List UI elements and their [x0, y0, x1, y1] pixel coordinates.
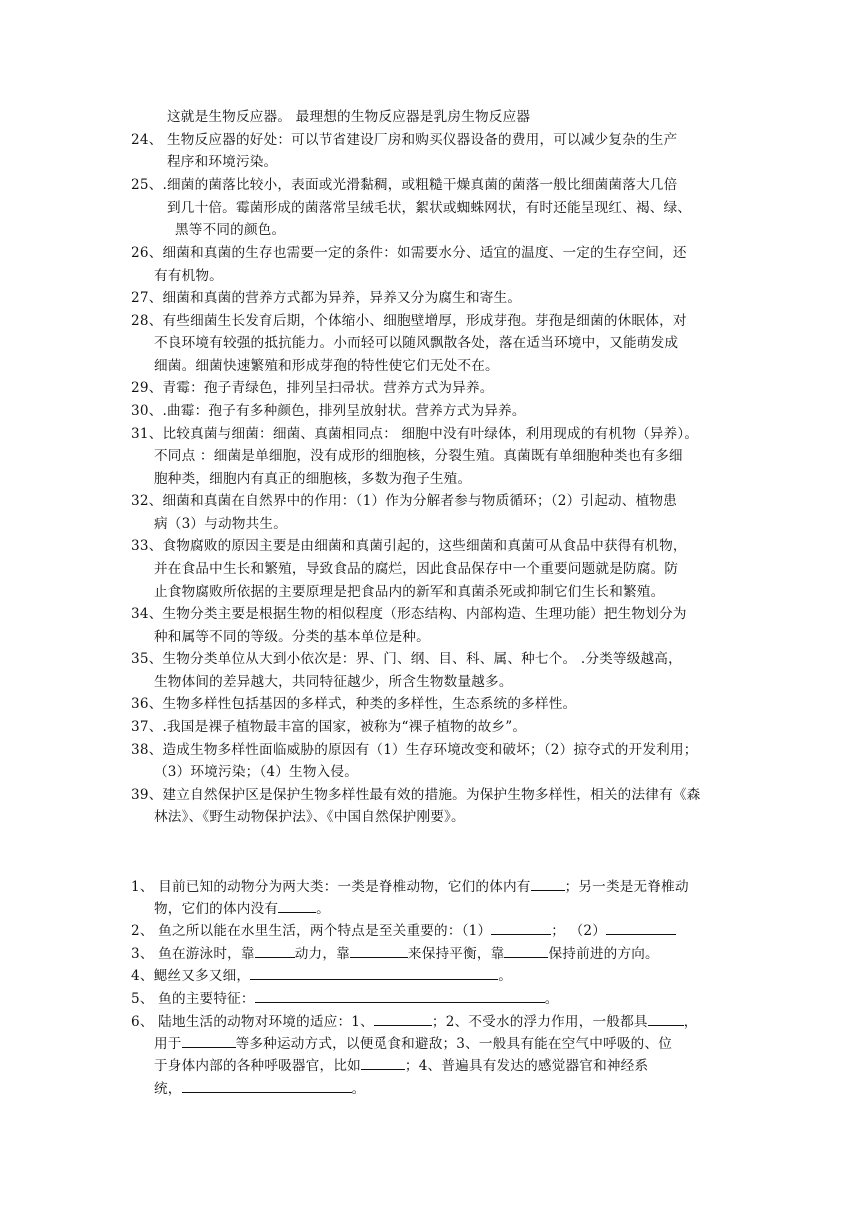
question-text: ；2、不受水的浮力作用，一般都具: [431, 1014, 648, 1030]
question-text: 。: [544, 991, 559, 1007]
question-text: 。: [351, 1081, 366, 1097]
list-item-29: 29、青霉：孢子青绿色，排列呈扫帚状。营养方式为异养。: [131, 380, 494, 396]
question-text: 。: [316, 901, 330, 917]
text-line: 胞种类，细胞内有真正的细胞核，多数为孢子生殖。: [154, 471, 472, 487]
list-item-35: 35、生物分类单位从大到小依次是：界、门、纲、目、科、属、种七个。 .分类等级越高，: [131, 651, 682, 667]
list-item-27: 27、细菌和真菌的营养方式都为异养，异养又分为腐生和寄生。: [131, 290, 522, 306]
list-item-34: 34、生物分类主要是根据生物的相似程度（形态结构、内部构造、生理功能）把生物划分为: [131, 606, 687, 622]
question-text: 来保持平衡，靠: [407, 946, 505, 962]
answer-blank[interactable]: [350, 943, 408, 958]
answer-blank[interactable]: [648, 1011, 684, 1026]
list-item-33: 33、食物腐败的原因主要是由细菌和真菌引起的，这些细菌和真菌可从食品中获得有机物，: [131, 538, 687, 554]
text-line: 生物体间的差异越大，共同特征越少，所含生物数量越多。: [154, 674, 513, 690]
question-text: ；4、普遍具有发达的感觉器官和神经系: [404, 1058, 649, 1074]
answer-blank[interactable]: [606, 920, 676, 935]
answer-blank[interactable]: [182, 1033, 236, 1048]
answer-blank[interactable]: [361, 1055, 405, 1070]
question-2: [131, 920, 676, 941]
list-item-26: 26、细菌和真菌的生存也需要一定的条件：如需要水分、适宜的温度、一定的生存空间，还: [131, 245, 687, 261]
question-text: 等多种运动方式，以便觅食和避敌；3、一般具有能在空气中呼吸的、位: [235, 1036, 673, 1052]
question-text: 物，它们的体内没有: [154, 901, 279, 917]
answer-blank[interactable]: [504, 943, 548, 958]
question-text: 2、 鱼之所以能在水里生活，两个特点是至关重要的：（1）: [131, 923, 492, 939]
question-text: 6、 陆地生活的动物对环境的适应：1、: [131, 1014, 374, 1030]
question-6-continued: [154, 1033, 672, 1054]
question-text: 于身体内部的各种呼吸器官，比如: [154, 1058, 361, 1074]
question-text: 1、 目前已知的动物分为两大类：一类是脊椎动物，它们的体内有: [131, 879, 531, 895]
question-4: [131, 965, 512, 986]
question-6: [131, 1011, 697, 1032]
list-item-36: 36、生物多样性包括基因的多样式，种类的多样性，生态系统的多样性。: [131, 696, 577, 712]
answer-blank[interactable]: [250, 965, 498, 980]
question-text: ；另一类是无脊椎动: [564, 879, 689, 895]
question-text: 3、 鱼在游泳时，靠: [131, 946, 255, 962]
text-line: 种和属等不同的等级。分类的基本单位是种。: [154, 629, 430, 645]
list-item-32: 32、细菌和真菌在自然界中的作用：（1）作为分解者参与物质循环；（2）引起动、植物患: [131, 493, 677, 509]
question-6-continued: [154, 1078, 365, 1099]
list-item-37: 37、.我国是裸子植物最丰富的国家，被称为“裸子植物的故乡”。: [131, 719, 527, 735]
text-line: 不良环境有较强的抵抗能力。小而轻可以随风飘散各处，落在适当环境中，又能萌发成: [154, 335, 679, 351]
text-line: 到几十倍。霉菌形成的菌落常呈绒毛状，絮状或蜘蛛网状，有时还能呈现红、褐、绿、: [167, 200, 692, 216]
question-text: 4、鳃丝又多又细，: [131, 968, 251, 984]
text-line: 细菌。细菌快速繁殖和形成芽孢的特性使它们无处不在。: [154, 358, 499, 374]
list-item-24: 24、 生物反应器的好处：可以节省建设厂房和购买仪器设备的费用，可以减少复杂的生产: [131, 132, 678, 148]
answer-blank[interactable]: [278, 898, 316, 913]
answer-blank[interactable]: [255, 988, 545, 1003]
question-1-continued: [154, 898, 330, 919]
question-3: [131, 943, 659, 964]
answer-blank[interactable]: [374, 1011, 432, 1026]
text-line: 程序和环境污染。: [167, 154, 278, 170]
question-6-continued: [154, 1055, 648, 1076]
text-line: （3）环境污染；（4）生物入侵。: [154, 764, 359, 780]
list-item-38: 38、造成生物多样性面临威胁的原因有（1）生存环境改变和破坏；（2）掠夺式的开发利用；: [131, 742, 698, 758]
answer-blank[interactable]: [182, 1078, 352, 1093]
list-item-39: 39、建立自然保护区是保护生物多样性最有效的措施。为保护生物多样性，相关的法律有《森: [131, 787, 701, 803]
question-1: [131, 876, 689, 897]
question-text: 动力，靠: [294, 946, 350, 962]
text-line: 黑等不同的颜色。: [175, 222, 286, 238]
answer-blank[interactable]: [255, 943, 295, 958]
question-text: 保持前进的方向。: [548, 946, 659, 962]
text-line: 止食物腐败所依据的主要原理是把食品内的新军和真菌杀死或抑制它们生长和繁殖。: [154, 584, 665, 600]
question-text: ，: [683, 1014, 698, 1030]
question-text: 用于: [154, 1036, 182, 1052]
question-text: 5、 鱼的主要特征：: [131, 991, 255, 1007]
answer-blank[interactable]: [531, 876, 565, 891]
text-line: 病（3）与动物共生。: [154, 516, 287, 532]
text-line: 并在食品中生长和繁殖，导致食品的腐烂，因此食品保存中一个重要问题就是防腐。防: [154, 561, 679, 577]
answer-blank[interactable]: [491, 920, 551, 935]
text-line: 有有机物。: [154, 268, 223, 284]
question-5: [131, 988, 559, 1009]
text-line: 林法》、《野生动物保护法》、《中国自然保护刚要》。: [154, 809, 465, 825]
list-item-31: 31、比较真菌与细菌：细菌、真菌相同点： 细胞中没有叶绿体，利用现成的有机物（异养）。: [131, 426, 699, 442]
list-item-30: 30、.曲霉：孢子有多种颜色，排列呈放射状。营养方式为异养。: [131, 403, 526, 419]
text-line: 不同点 ：细菌是单细胞，没有成形的细胞核，分裂生殖。真菌既有单细胞种类也有多细: [154, 448, 683, 464]
text-line: 这就是生物反应器。 最理想的生物反应器是乳房生物反应器: [167, 109, 531, 125]
list-item-25: 25、.细菌的菌落比较小，表面或光滑黏稠，或粗糙干燥真菌的菌落一般比细菌菌落大几倍: [131, 177, 678, 193]
list-item-28: 28、有些细菌生长发育后期，个体缩小、细胞壁增厚，形成芽孢。芽孢是细菌的休眠体，对: [131, 313, 687, 329]
question-text: ； （2）: [551, 923, 607, 939]
question-text: 。: [498, 968, 512, 984]
question-text: 统，: [154, 1081, 182, 1097]
